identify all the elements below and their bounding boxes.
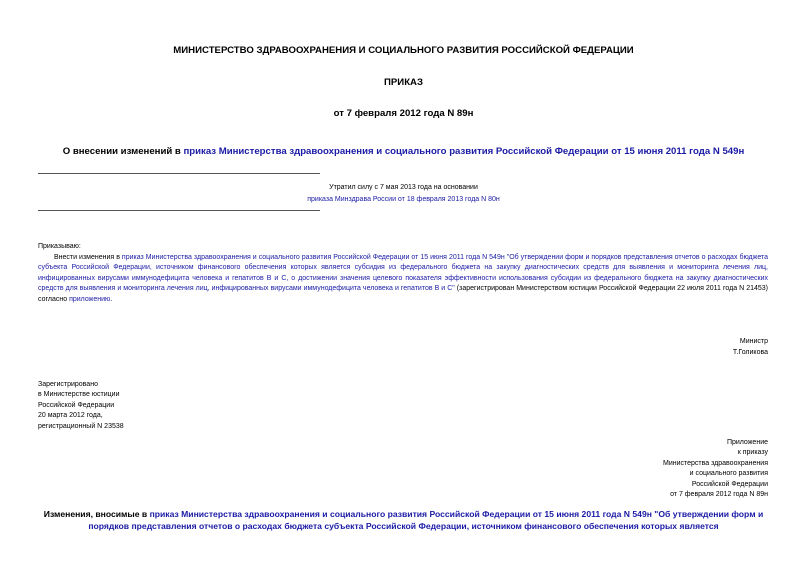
registration-line: регистрационный N 23538 (38, 422, 124, 430)
changes-heading (38, 509, 769, 532)
status-note-line: Утратил силу с 7 мая 2013 года на основании (329, 184, 478, 191)
changes-heading-link[interactable]: приказ Министерства здравоохранения и социального развития Российской Федерации от 15 июня 2011 года N 549н "Об утверждении форм и порядков представления отчетов о расходах бюджета субъекта Российской Федерации, источником финансового обеспечения которых является (88, 509, 764, 531)
status-note-link[interactable]: приказа Минздрава России от 18 февраля 2013 года N 80н (307, 196, 500, 203)
paragraph-end: . (110, 295, 113, 303)
appendix-line: и социального развития (689, 470, 768, 478)
doc-type: ПРИКАЗ (384, 77, 423, 88)
registration-line: 20 марта 2012 года, (38, 412, 103, 420)
registration-block (38, 380, 124, 432)
ministry-heading: МИНИСТЕРСТВО ЗДРАВООХРАНЕНИЯ И СОЦИАЛЬНОГО РАЗВИТИЯ РОССИЙСКОЙ ФЕДЕРАЦИИ (173, 45, 634, 56)
paragraph-start: Внести изменения в (54, 254, 122, 261)
changes-heading-prefix: Изменения, вносимые в (43, 509, 150, 519)
subject-link[interactable]: приказ Министерства здравоохранения и социального развития Российской Федерации от 15 июня 2011 года N 549н (183, 146, 745, 157)
order-paragraph (38, 253, 768, 305)
appendix-line: Приложение (726, 439, 768, 446)
appendix-line: к приказу (737, 449, 768, 457)
appendix-note (663, 438, 768, 500)
appendix-line: Российской Федерации (691, 480, 768, 488)
signature-title: Министр (739, 338, 768, 345)
paragraph-mid: (зарегистрирован Министерством юстиции Российской Федерации 22 июля 2011 года N 21453) согласно (38, 285, 768, 303)
order-label: Приказываю: (38, 243, 81, 250)
registration-line: в Министерстве юстиции (38, 391, 120, 399)
paragraph-order-link[interactable]: приказ Министерства здравоохранения и социального развития Российской Федерации от 15 июня 2011 года N 549н "Об утверждении форм и порядков представления отчетов о расходах бюджета субъекта Российской Федерации, источником финансового обеспечения которых является субсидия из федерального бюджета на закупку диагностических средств для выявления и мониторинга лечения лиц, инфицированных вирусами иммунодефицита человека и гепатитов B и C, о достижении значения целевого показателя эффективности использования субсидии из федерального бюджета на закупку диагностических средств для выявления и мониторинга лечения лиц, инфицированных вирусами иммунодефицита человека и гепатитов B и C" (38, 254, 769, 293)
divider-top (38, 173, 320, 174)
appendix-line: Министерства здравоохранения (663, 459, 768, 467)
document-subject (0, 146, 807, 157)
divider-bottom (38, 210, 320, 211)
registration-line: Российской Федерации (38, 401, 115, 409)
doc-date: от 7 февраля 2012 года N 89н (333, 108, 474, 119)
registration-line: Зарегистрировано (38, 381, 98, 388)
appendix-line: от 7 февраля 2012 года N 89н (670, 491, 768, 499)
subject-prefix: О внесении изменений в (62, 146, 184, 157)
appendix-link[interactable]: приложению (69, 295, 111, 303)
signature-name: Т.Голикова (732, 349, 768, 356)
